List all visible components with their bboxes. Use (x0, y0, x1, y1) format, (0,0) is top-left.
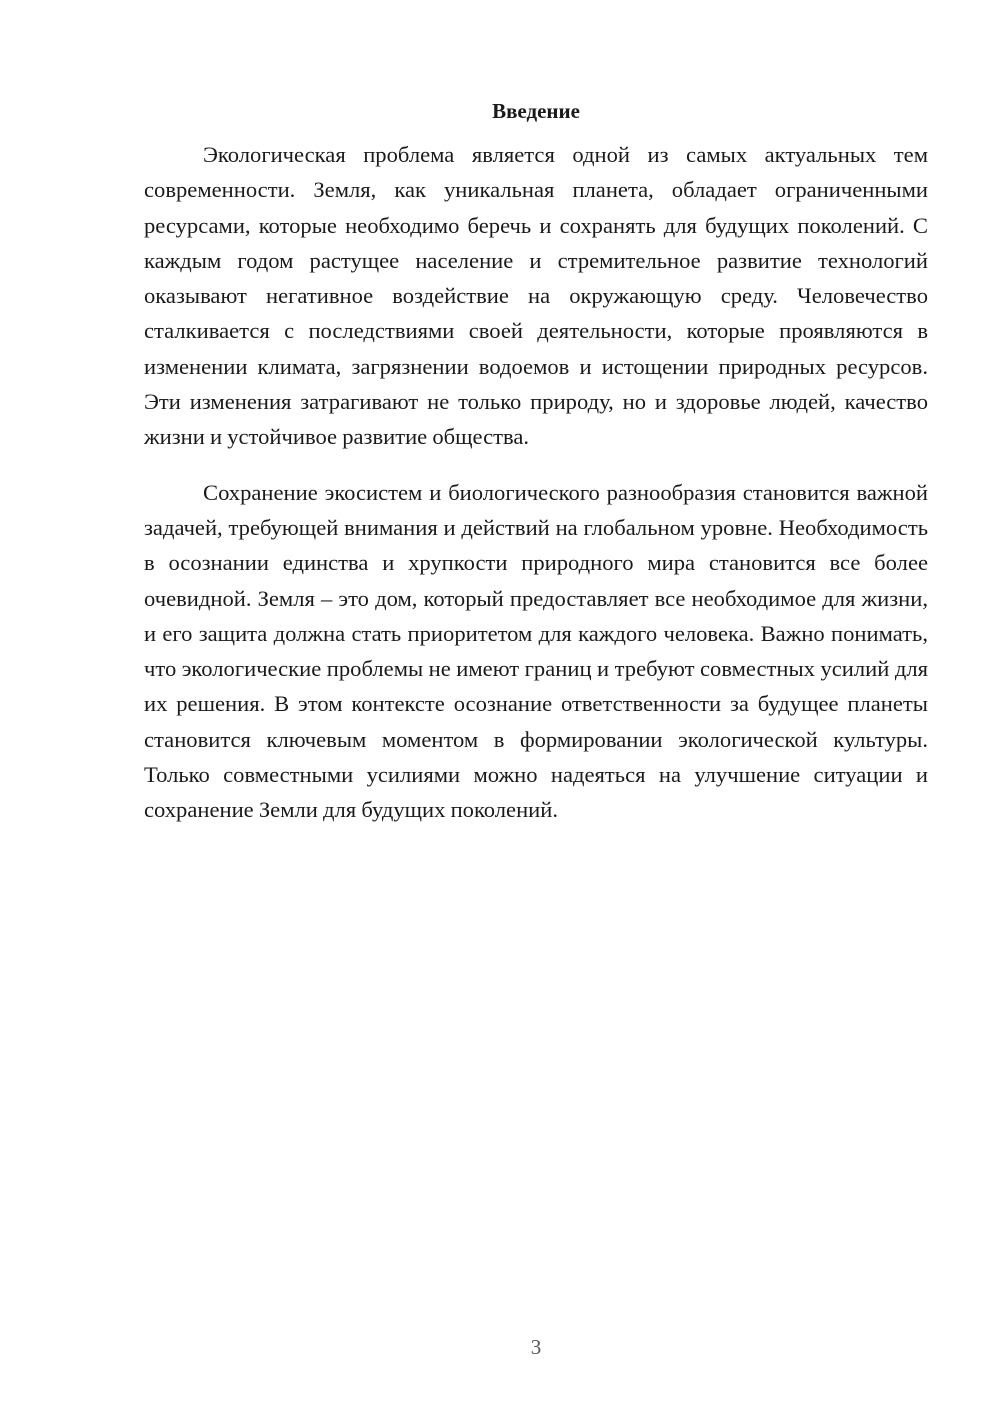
document-body (144, 96, 928, 828)
paragraph-1: Экологическая проблема является одной из самых актуальных тем современности. Земля, как уникальная планета, обладает ограниченными ресурсами, которые необходимо беречь и сохранять для будущих поколений. С каждым годом растущее население и стремительное развитие технологий оказывают негативное воздействие на окружающую среду. Человечество сталкивается с последствиями своей деятельности, которые проявляются в изменении климата, загрязнении водоемов и истощении природных ресурсов. Эти изменения затрагивают не только природу, но и здоровье людей, качество жизни и устойчивое развитие общества. (144, 142, 928, 450)
paragraph-2: Сохранение экосистем и биологического разнообразия становится важной задачей, требующей внимания и действий на глобальном уровне. Необходимость в осознании единства и хрупкости природного мира становится все более очевидной. Земля – это дом, который предоставляет все необходимое для жизни, и его защита должна стать приоритетом для каждого человека. Важно понимать, что экологические проблемы не имеют границ и требуют совместных усилий для их решения. В этом контексте осознание ответственности за будущее планеты становится ключевым моментом в формировании экологической культуры. Только совместными усилиями можно надеяться на улучшение ситуации и сохранение Земли для будущих поколений. (144, 479, 928, 823)
page-number: 3 (530, 1335, 542, 1359)
section-heading: Введение (492, 99, 580, 123)
